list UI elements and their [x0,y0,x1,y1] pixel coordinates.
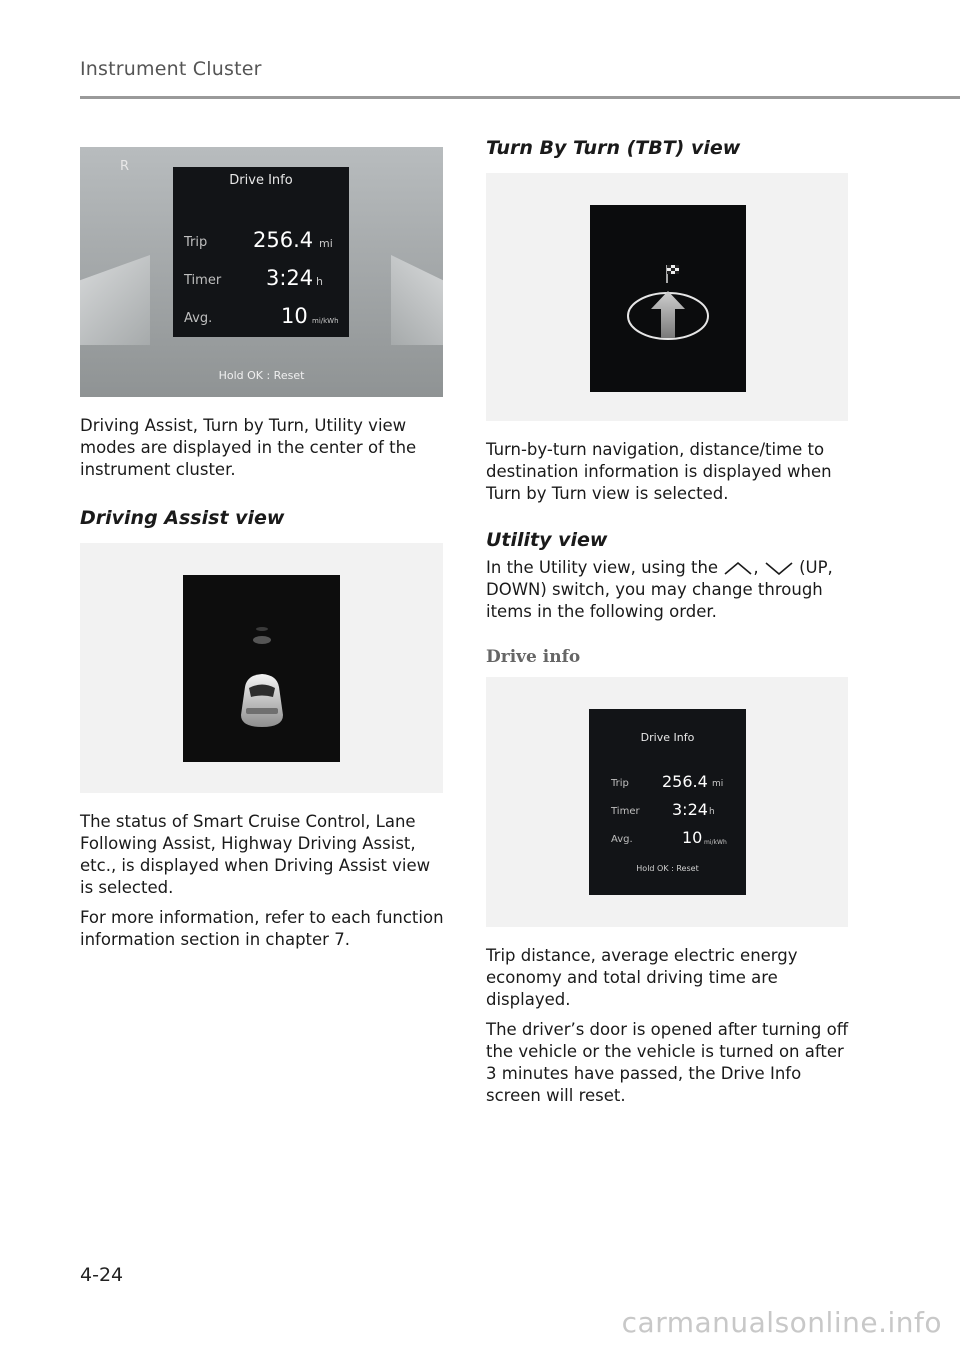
driving-assist-screen [183,575,340,762]
car-icon [183,575,340,762]
tbt-screen [590,205,746,392]
trip-label-small: Trip [611,778,629,789]
header-rule [80,96,960,99]
drive-info-heading: Drive info [486,647,581,667]
driving-assist-text-1: The status of Smart Cruise Control, Lane Following Assist, Highway Driving Assist, etc., is displayed when Driving Assist view is selected. [80,812,431,897]
timer-value: 3:24 [266,266,314,290]
trip-label: Trip [184,235,208,250]
intro-text: Driving Assist, Turn by Turn, Utility view modes are displayed in the center of the instrument cluster. [80,416,417,479]
driving-assist-text-2: For more information, refer to each function information section in chapter 7. [80,908,444,949]
avg-label-small: Avg. [611,834,633,845]
right-lane-ramp [391,255,443,345]
reset-hint: Hold OK : Reset [218,369,305,382]
trip-value-small: 256.4 [662,772,708,791]
right-column [486,137,850,1115]
timer-label-small: Timer [611,806,640,817]
left-column [80,147,445,959]
tbt-text: Turn-by-turn navigation, distance/time to destination information is displayed when Turn by Turn view is selected. [486,440,832,503]
drive-info-small-title: Drive Info [640,731,695,744]
navigation-arrow-icon [590,205,746,392]
driving-assist-figure [80,543,443,793]
drive-info-text-2: The driver’s door is opened after turning off the vehicle or the vehicle is turned on after 3 minutes have passed, the Drive Info screen will reset. [486,1020,849,1105]
utility-text-after: (UP, DOWN) switch, you may change through items in the following order. [486,558,833,621]
avg-unit-small: mi/kWh [704,839,727,846]
utility-heading: Utility view [486,529,608,551]
timer-label: Timer [184,273,222,288]
trip-unit: mi [319,237,333,250]
timer-unit: h [316,275,323,288]
utility-text-sep: , [753,558,759,577]
driving-assist-heading: Driving Assist view [80,507,285,529]
down-chevron-icon [764,561,794,575]
tbt-figure [486,173,848,421]
page-number: 4-24 [80,1264,124,1286]
drive-info-text-1: Trip distance, average electric energy economy and total driving time are displayed. [486,946,798,1009]
left-lane-ramp [80,255,150,345]
drive-info-screen [173,167,349,337]
trip-value: 256.4 [253,228,314,252]
tbt-heading: Turn By Turn (TBT) view [486,137,741,159]
up-chevron-icon [723,561,753,575]
timer-unit-small: h [709,807,715,817]
avg-value: 10 [281,304,308,328]
watermark: carmanualsonline.info [621,1306,942,1339]
header-title: Instrument Cluster [80,58,262,80]
drive-info-title: Drive Info [229,173,293,188]
timer-value-small: 3:24 [672,800,708,819]
utility-text [486,557,850,623]
trip-unit-small: mi [712,779,724,789]
drive-info-small-screen [589,709,746,895]
reset-hint-small: Hold OK : Reset [636,864,699,873]
avg-unit: mi/kWh [312,317,339,325]
avg-label: Avg. [184,311,213,326]
avg-value-small: 10 [682,828,703,847]
checkered-flag-icon [667,265,679,283]
drive-info-figure [486,677,848,927]
drive-info-cluster-figure [80,147,443,397]
utility-text-before: In the Utility view, using the [486,558,719,577]
gear-indicator: R [120,159,130,174]
